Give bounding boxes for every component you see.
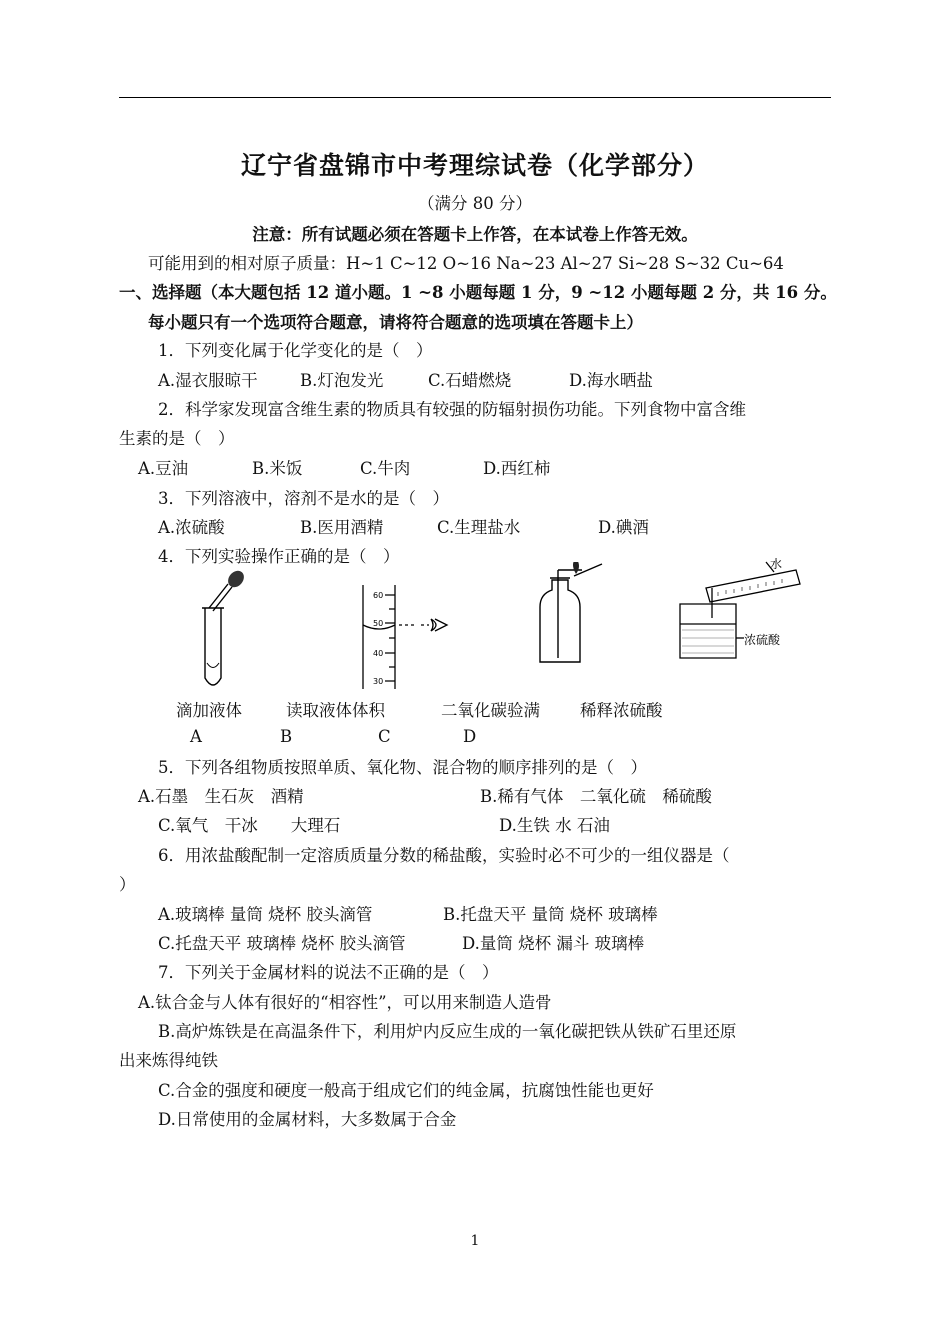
q1-stem: 1．下列变化属于化学变化的是（ ） [158,341,433,360]
q7-stem: 7．下列关于金属材料的说法不正确的是（ ） [158,963,499,982]
letter-b: B [280,727,293,746]
letter-d: D [463,727,477,746]
q5-option-c: C.氧气 干冰 大理石 [158,816,341,835]
section-heading-cont: 每小题只有一个选项符合题意，请将符合题意的选项填在答题卡上） [148,313,643,332]
section-heading: 一、选择题（本大题包括 12 道小题。1 ~8 小题每题 1 分，9 ~12 小题每题 2 分，共 16 分。 [119,283,837,302]
q7-option-d: D.日常使用的金属材料，大多数属于合金 [158,1110,457,1129]
figure-c-gas-bottle [530,562,610,667]
q6-option-d: D.量筒 烧杯 漏斗 玻璃棒 [462,934,645,953]
q3-stem: 3．下列溶液中，溶剂不是水的是（ ） [158,489,449,508]
q6-option-a: A.玻璃棒 量筒 烧杯 胶头滴管 [158,905,373,924]
letter-a: A [190,727,202,746]
tick-label-40: 40 [373,649,384,658]
score-note: （满分 80 分） [418,194,532,213]
q1-option-d: D.海水晒盐 [569,371,653,390]
caption-c: 二氧化碳验满 [441,701,540,720]
header-rule [119,97,831,98]
q6-stem: 6．用浓盐酸配制一定溶质质量分数的稀盐酸，实验时必不可少的一组仪器是（ [158,846,730,865]
tick-label-60: 60 [373,591,384,600]
caption-b: 读取液体体积 [286,701,385,720]
q5-option-a: A.石墨 生石灰 酒精 [138,787,304,806]
page-title: 辽宁省盘锦市中考理综试卷（化学部分） [240,151,709,180]
q7-option-a: A.钛合金与人体有很好的“相容性”，可以用来制造人造骨 [138,993,552,1012]
figure-a-dropper [195,568,255,693]
q3-option-c: C.生理盐水 [437,518,521,537]
q5-stem: 5．下列各组物质按照单质、氧化物、混合物的顺序排列的是（ ） [158,758,647,777]
q2-stem: 2．科学家发现富含维生素的物质具有较强的防辐射损伤功能。下列食物中富含维 [158,400,746,419]
q3-option-d: D.碘酒 [598,518,649,537]
q3-option-b: B.医用酒精 [300,518,384,537]
q6-option-b: B.托盘天平 量筒 烧杯 玻璃棒 [443,905,658,924]
q7-option-b-cont: 出来炼得纯铁 [119,1051,218,1070]
q2-option-c: C.牛肉 [360,459,411,478]
q3-option-a: A.浓硫酸 [158,518,225,537]
q6-option-c: C.托盘天平 玻璃棒 烧杯 胶头滴管 [158,934,406,953]
notice: 注意：所有试题必须在答题卡上作答，在本试卷上作答无效。 [252,225,698,244]
q2-option-b: B.米饭 [252,459,303,478]
q1-option-b: B.灯泡发光 [300,371,384,390]
q1-option-c: C.石蜡燃烧 [428,371,512,390]
q5-option-d: D.生铁 水 石油 [499,816,610,835]
tick-label-30: 30 [373,677,384,686]
acid-label: 浓硫酸 [744,633,781,647]
q5-option-b: B.稀有气体 二氧化硫 稀硫酸 [480,787,712,806]
figure-b-cylinder [355,583,465,691]
q2-option-a: A.豆油 [138,459,189,478]
water-label: 水 [770,558,783,571]
atomic-masses: 可能用到的相对原子质量：H~1 C~12 O~16 Na~23 Al~27 Si~28 S~32 Cu~64 [148,254,784,273]
q4-stem: 4．下列实验操作正确的是（ ） [158,547,400,566]
q2-option-d: D.西红柿 [483,459,551,478]
q6-stem-cont: ） [119,875,136,894]
q7-option-c: C.合金的强度和硬度一般高于组成它们的纯金属，抗腐蚀性能也更好 [158,1081,654,1100]
letter-c: C [378,727,391,746]
caption-a: 滴加液体 [176,701,242,720]
q1-option-a: A.湿衣服晾干 [158,371,258,390]
page-number: 1 [470,1233,480,1249]
figure-d-dilution [678,558,808,668]
tick-label-50: 50 [373,619,384,628]
q7-option-b: B.高炉炼铁是在高温条件下，利用炉内反应生成的一氧化碳把铁从铁矿石里还原 [158,1022,737,1041]
q2-stem-cont: 生素的是（ ） [119,429,235,448]
caption-d: 稀释浓硫酸 [580,701,663,720]
